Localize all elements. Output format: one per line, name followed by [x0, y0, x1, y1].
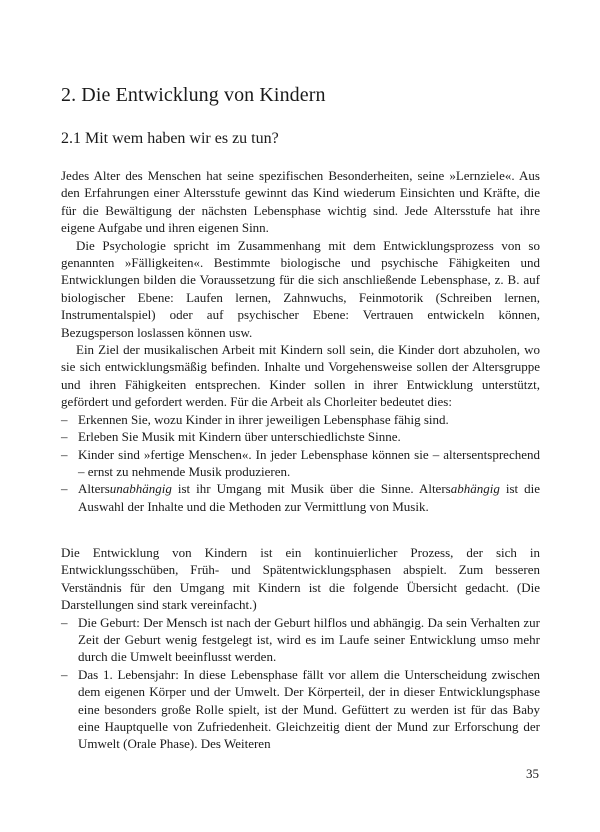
- emphasis: unabhängig: [109, 481, 172, 497]
- paragraph: Jedes Alter des Menschen hat seine spezifischen Besonderheiten, seine »Lernziele«. Aus den Erfahrungen einer Altersstufe gewinnt das Kind wiederum Einsichten und Kräfte, die für die Bewältigung der nächsten Lebensphase wichtig sind. Jede Altersstufe hat ihre eigene Aufgabe und ihren eigenen Sinn.: [61, 168, 540, 236]
- list-item: – Das 1. Lebensjahr: In diese Lebensphase fällt vor allem die Unterscheidung zwischen dem eigenen Körper und der Umwelt. Der Körperteil, der in dieser Entwicklungsphase eine besonders große Rolle spielt, ist der Mund. Gefüttert zu werden ist für das Baby eine Hauptquelle von Zufriedenheit. Gleichzeitig dient der Mund zur Erforschung der Umwelt (Orale Phase). Des Weiteren: [61, 666, 540, 753]
- guidance-list: [61, 411, 540, 515]
- list-item-text: Alters: [78, 481, 110, 497]
- list-item: – Erleben Sie Musik mit Kindern über unterschiedlichste Sinne.: [61, 428, 540, 445]
- emphasis: abhängig: [450, 481, 500, 497]
- paragraph: Ein Ziel der musikalischen Arbeit mit Kindern soll sein, die Kinder dort abzuholen, wo sie sich entwicklungsmäßig befinden. Inhalte und Vorgehensweise sollen der Altersgruppe und ihren Fähigkeiten entsprechen. Kinder sollen in ihrer Entwicklung unterstützt, gefördert und gefordert werden. Für die Arbeit als Chorleiter bedeutet dies:: [61, 342, 540, 410]
- paragraph: Die Psychologie spricht im Zusammenhang mit dem Entwicklungsprozess von so genannten »Fälligkeiten«. Bestimmte biologische und psychische Fähigkeiten und Entwicklungen bilden die Voraussetzung für die sich anschließende Lebensphase, z. B. auf biologischer Ebene: Laufen lernen, Zahnwuchs, Feinmotorik (Schreiben lernen, Instrumentalspiel) oder auf psychischer Ebene: Vertrauen entwickeln können, Bezugsperson loslassen können usw.: [61, 237, 540, 340]
- section-title: 2.1 Mit wem haben wir es zu tun?: [61, 130, 279, 147]
- chapter-title: 2. Die Entwicklung von Kindern: [61, 84, 326, 106]
- paragraph: Die Entwicklung von Kindern ist ein kontinuierlicher Prozess, der sich in Entwicklungsschüben, Früh- und Spätentwicklungsphasen abspielt. Zum besseren Verständnis für den Umgang mit Kindern ist die folgende Übersicht gedacht. (Die Darstellungen sind stark vereinfacht.): [61, 545, 540, 613]
- section-body: [61, 167, 540, 515]
- list-item-text: ist die Auswahl der Inhalte und die Methoden zur Vermittlung von Musik.: [78, 481, 540, 514]
- development-stages-list: [61, 614, 540, 753]
- list-item: – Erkennen Sie, wozu Kinder in ihrer jeweiligen Lebensphase fähig sind.: [61, 411, 540, 428]
- development-overview: [61, 544, 540, 753]
- page-number: 35: [526, 766, 539, 781]
- list-item: – Kinder sind »fertige Menschen«. In jeder Lebensphase können sie – altersentsprechend – ernst zu nehmende Musik produzieren.: [61, 446, 540, 481]
- list-item: – Die Geburt: Der Mensch ist nach der Geburt hilflos und abhängig. Da sein Verhalten zur Zeit der Geburt wenig festgelegt ist, wird es im Laufe seiner Entwicklung umso mehr durch die Umwelt beeinflusst werden.: [61, 614, 540, 666]
- list-item: [61, 480, 540, 515]
- list-item-text: ist ihr Umgang mit Musik über die Sinne. Alters: [171, 481, 451, 497]
